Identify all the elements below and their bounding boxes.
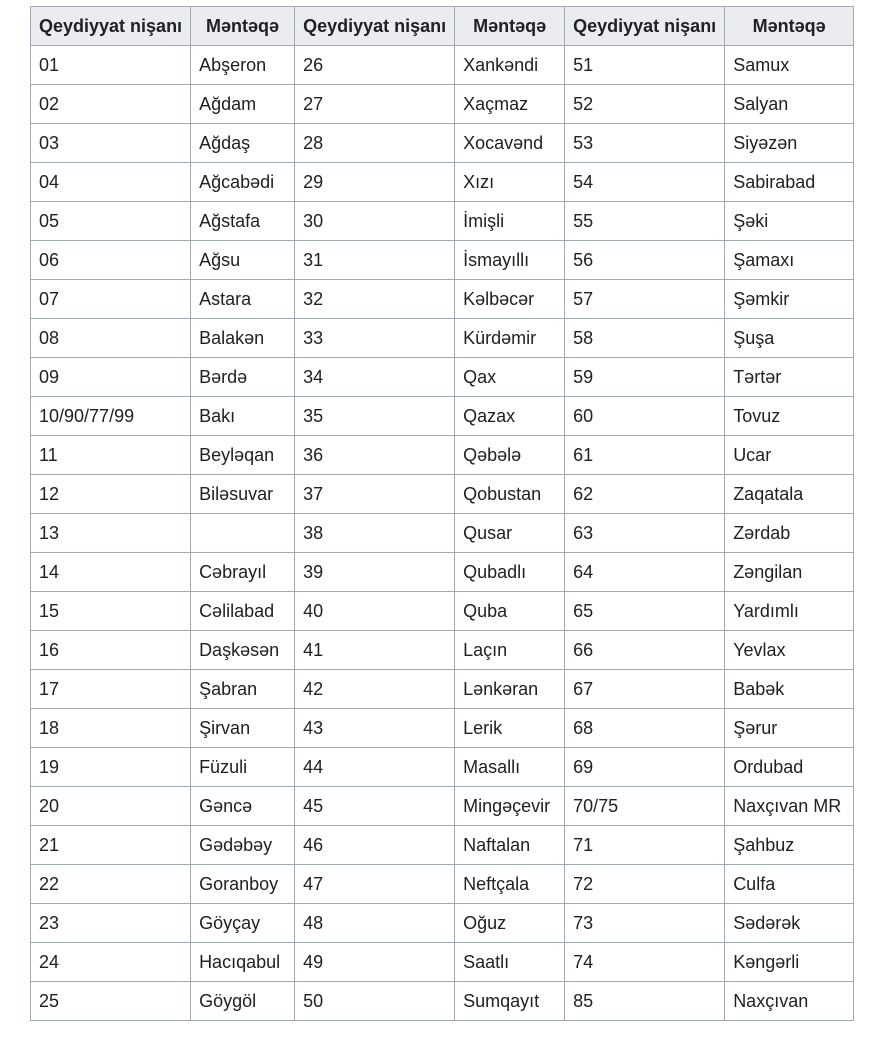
cell-region: Mingəçevir [455,787,565,826]
cell-code: 13 [31,514,191,553]
cell-code: 34 [295,358,455,397]
cell-code: 67 [565,670,725,709]
cell-code: 69 [565,748,725,787]
cell-code: 45 [295,787,455,826]
registration-codes-table [30,6,854,1021]
cell-code: 06 [31,241,191,280]
cell-region: Culfa [725,865,854,904]
cell-region: Astara [191,280,295,319]
cell-code: 40 [295,592,455,631]
cell-code: 38 [295,514,455,553]
cell-region: Salyan [725,85,854,124]
cell-code: 73 [565,904,725,943]
cell-region: Şirvan [191,709,295,748]
cell-code: 31 [295,241,455,280]
table-row [31,241,854,280]
cell-region: Gəncə [191,787,295,826]
cell-region: Kəlbəcər [455,280,565,319]
cell-code: 09 [31,358,191,397]
cell-code: 23 [31,904,191,943]
cell-region: Qax [455,358,565,397]
cell-code: 21 [31,826,191,865]
header-code-1: Qeydiyyat nişanı [31,7,191,46]
cell-code: 57 [565,280,725,319]
cell-region: Xocavənd [455,124,565,163]
cell-region: Lerik [455,709,565,748]
cell-region: Naftalan [455,826,565,865]
cell-region: Şərur [725,709,854,748]
cell-region: Siyəzən [725,124,854,163]
cell-code: 19 [31,748,191,787]
cell-code: 39 [295,553,455,592]
cell-code: 56 [565,241,725,280]
header-row [31,7,854,46]
cell-region: Kəngərli [725,943,854,982]
cell-region: Qobustan [455,475,565,514]
table-row [31,553,854,592]
cell-region: Şamaxı [725,241,854,280]
cell-region: Lənkəran [455,670,565,709]
table-row [31,124,854,163]
cell-code: 26 [295,46,455,85]
header-code-3: Qeydiyyat nişanı [565,7,725,46]
cell-region: Laçın [455,631,565,670]
table-row [31,865,854,904]
cell-region: Quba [455,592,565,631]
cell-region: Qubadlı [455,553,565,592]
cell-code: 51 [565,46,725,85]
cell-code: 05 [31,202,191,241]
cell-code: 02 [31,85,191,124]
table-header [31,7,854,46]
cell-code: 50 [295,982,455,1021]
cell-code: 18 [31,709,191,748]
cell-code: 44 [295,748,455,787]
cell-region: Zəngilan [725,553,854,592]
cell-region: Şəmkir [725,280,854,319]
cell-region: Bakı [191,397,295,436]
cell-code: 43 [295,709,455,748]
cell-region: Qusar [455,514,565,553]
cell-region: Balakən [191,319,295,358]
cell-region: Ucar [725,436,854,475]
cell-region: Babək [725,670,854,709]
cell-region: Gədəbəy [191,826,295,865]
cell-code: 17 [31,670,191,709]
cell-region: Füzuli [191,748,295,787]
cell-code: 74 [565,943,725,982]
cell-region: Ordubad [725,748,854,787]
cell-region: Zərdab [725,514,854,553]
cell-code: 15 [31,592,191,631]
cell-code: 48 [295,904,455,943]
table-row [31,748,854,787]
cell-code: 30 [295,202,455,241]
cell-code: 12 [31,475,191,514]
cell-code: 25 [31,982,191,1021]
header-region-1: Məntəqə [191,7,295,46]
cell-region: Saatlı [455,943,565,982]
cell-code: 52 [565,85,725,124]
table-container [30,6,854,1021]
cell-region: Ağstafa [191,202,295,241]
cell-region: Kürdəmir [455,319,565,358]
cell-code: 59 [565,358,725,397]
cell-code: 70/75 [565,787,725,826]
cell-code: 04 [31,163,191,202]
cell-region: Xaçmaz [455,85,565,124]
cell-code: 85 [565,982,725,1021]
table-row [31,904,854,943]
table-row [31,163,854,202]
cell-code: 28 [295,124,455,163]
table-row [31,787,854,826]
cell-code: 10/90/77/99 [31,397,191,436]
cell-region: Göygöl [191,982,295,1021]
cell-region: Abşeron [191,46,295,85]
cell-region: Ağcabədi [191,163,295,202]
table-row [31,631,854,670]
cell-region: Şəki [725,202,854,241]
cell-region: Şabran [191,670,295,709]
cell-region: Tərtər [725,358,854,397]
cell-region: Sədərək [725,904,854,943]
cell-region: İsmayıllı [455,241,565,280]
cell-region: Naxçıvan MR [725,787,854,826]
cell-code: 37 [295,475,455,514]
table-row [31,670,854,709]
table-row [31,514,854,553]
cell-code: 60 [565,397,725,436]
cell-code: 42 [295,670,455,709]
cell-code: 20 [31,787,191,826]
header-code-2: Qeydiyyat nişanı [295,7,455,46]
cell-code: 41 [295,631,455,670]
table-row [31,826,854,865]
cell-code: 24 [31,943,191,982]
cell-code: 46 [295,826,455,865]
cell-region: Qazax [455,397,565,436]
cell-region: Sumqayıt [455,982,565,1021]
cell-code: 64 [565,553,725,592]
cell-code: 27 [295,85,455,124]
cell-region: Xankəndi [455,46,565,85]
cell-code: 07 [31,280,191,319]
table-row [31,358,854,397]
cell-region: Göyçay [191,904,295,943]
table-body [31,46,854,1021]
cell-code: 68 [565,709,725,748]
cell-code: 03 [31,124,191,163]
cell-region: Oğuz [455,904,565,943]
cell-region: Naxçıvan [725,982,854,1021]
cell-region: Zaqatala [725,475,854,514]
cell-code: 55 [565,202,725,241]
cell-region: Hacıqabul [191,943,295,982]
cell-code: 33 [295,319,455,358]
cell-code: 65 [565,592,725,631]
cell-code: 61 [565,436,725,475]
cell-code: 32 [295,280,455,319]
cell-region: Ağsu [191,241,295,280]
cell-region: Masallı [455,748,565,787]
table-row [31,85,854,124]
cell-code: 47 [295,865,455,904]
cell-region: Sabirabad [725,163,854,202]
cell-code: 14 [31,553,191,592]
cell-code: 66 [565,631,725,670]
cell-region: Beyləqan [191,436,295,475]
table-row [31,475,854,514]
cell-code: 49 [295,943,455,982]
cell-code: 01 [31,46,191,85]
cell-code: 22 [31,865,191,904]
cell-region: Goranboy [191,865,295,904]
table-row [31,280,854,319]
cell-region: Cəbrayıl [191,553,295,592]
cell-code: 08 [31,319,191,358]
cell-code: 71 [565,826,725,865]
cell-region: Cəlilabad [191,592,295,631]
table-row [31,592,854,631]
cell-code: 58 [565,319,725,358]
table-row [31,397,854,436]
cell-code: 72 [565,865,725,904]
cell-code: 36 [295,436,455,475]
cell-region: Şuşa [725,319,854,358]
cell-code: 63 [565,514,725,553]
table-row [31,436,854,475]
cell-region: Biləsuvar [191,475,295,514]
cell-code: 35 [295,397,455,436]
cell-region: İmişli [455,202,565,241]
cell-region: Daşkəsən [191,631,295,670]
table-row [31,46,854,85]
cell-region: Yardımlı [725,592,854,631]
cell-code: 54 [565,163,725,202]
cell-region: Yevlax [725,631,854,670]
cell-region: Şahbuz [725,826,854,865]
cell-code: 29 [295,163,455,202]
cell-region: Qəbələ [455,436,565,475]
header-region-3: Məntəqə [725,7,854,46]
cell-region: Neftçala [455,865,565,904]
table-row [31,709,854,748]
header-region-2: Məntəqə [455,7,565,46]
cell-code: 53 [565,124,725,163]
cell-region [191,514,295,553]
cell-region: Bərdə [191,358,295,397]
table-row [31,982,854,1021]
cell-code: 16 [31,631,191,670]
table-row [31,319,854,358]
table-row [31,202,854,241]
cell-region: Samux [725,46,854,85]
cell-region: Ağdam [191,85,295,124]
table-row [31,943,854,982]
cell-region: Xızı [455,163,565,202]
cell-code: 11 [31,436,191,475]
cell-code: 62 [565,475,725,514]
cell-region: Tovuz [725,397,854,436]
cell-region: Ağdaş [191,124,295,163]
